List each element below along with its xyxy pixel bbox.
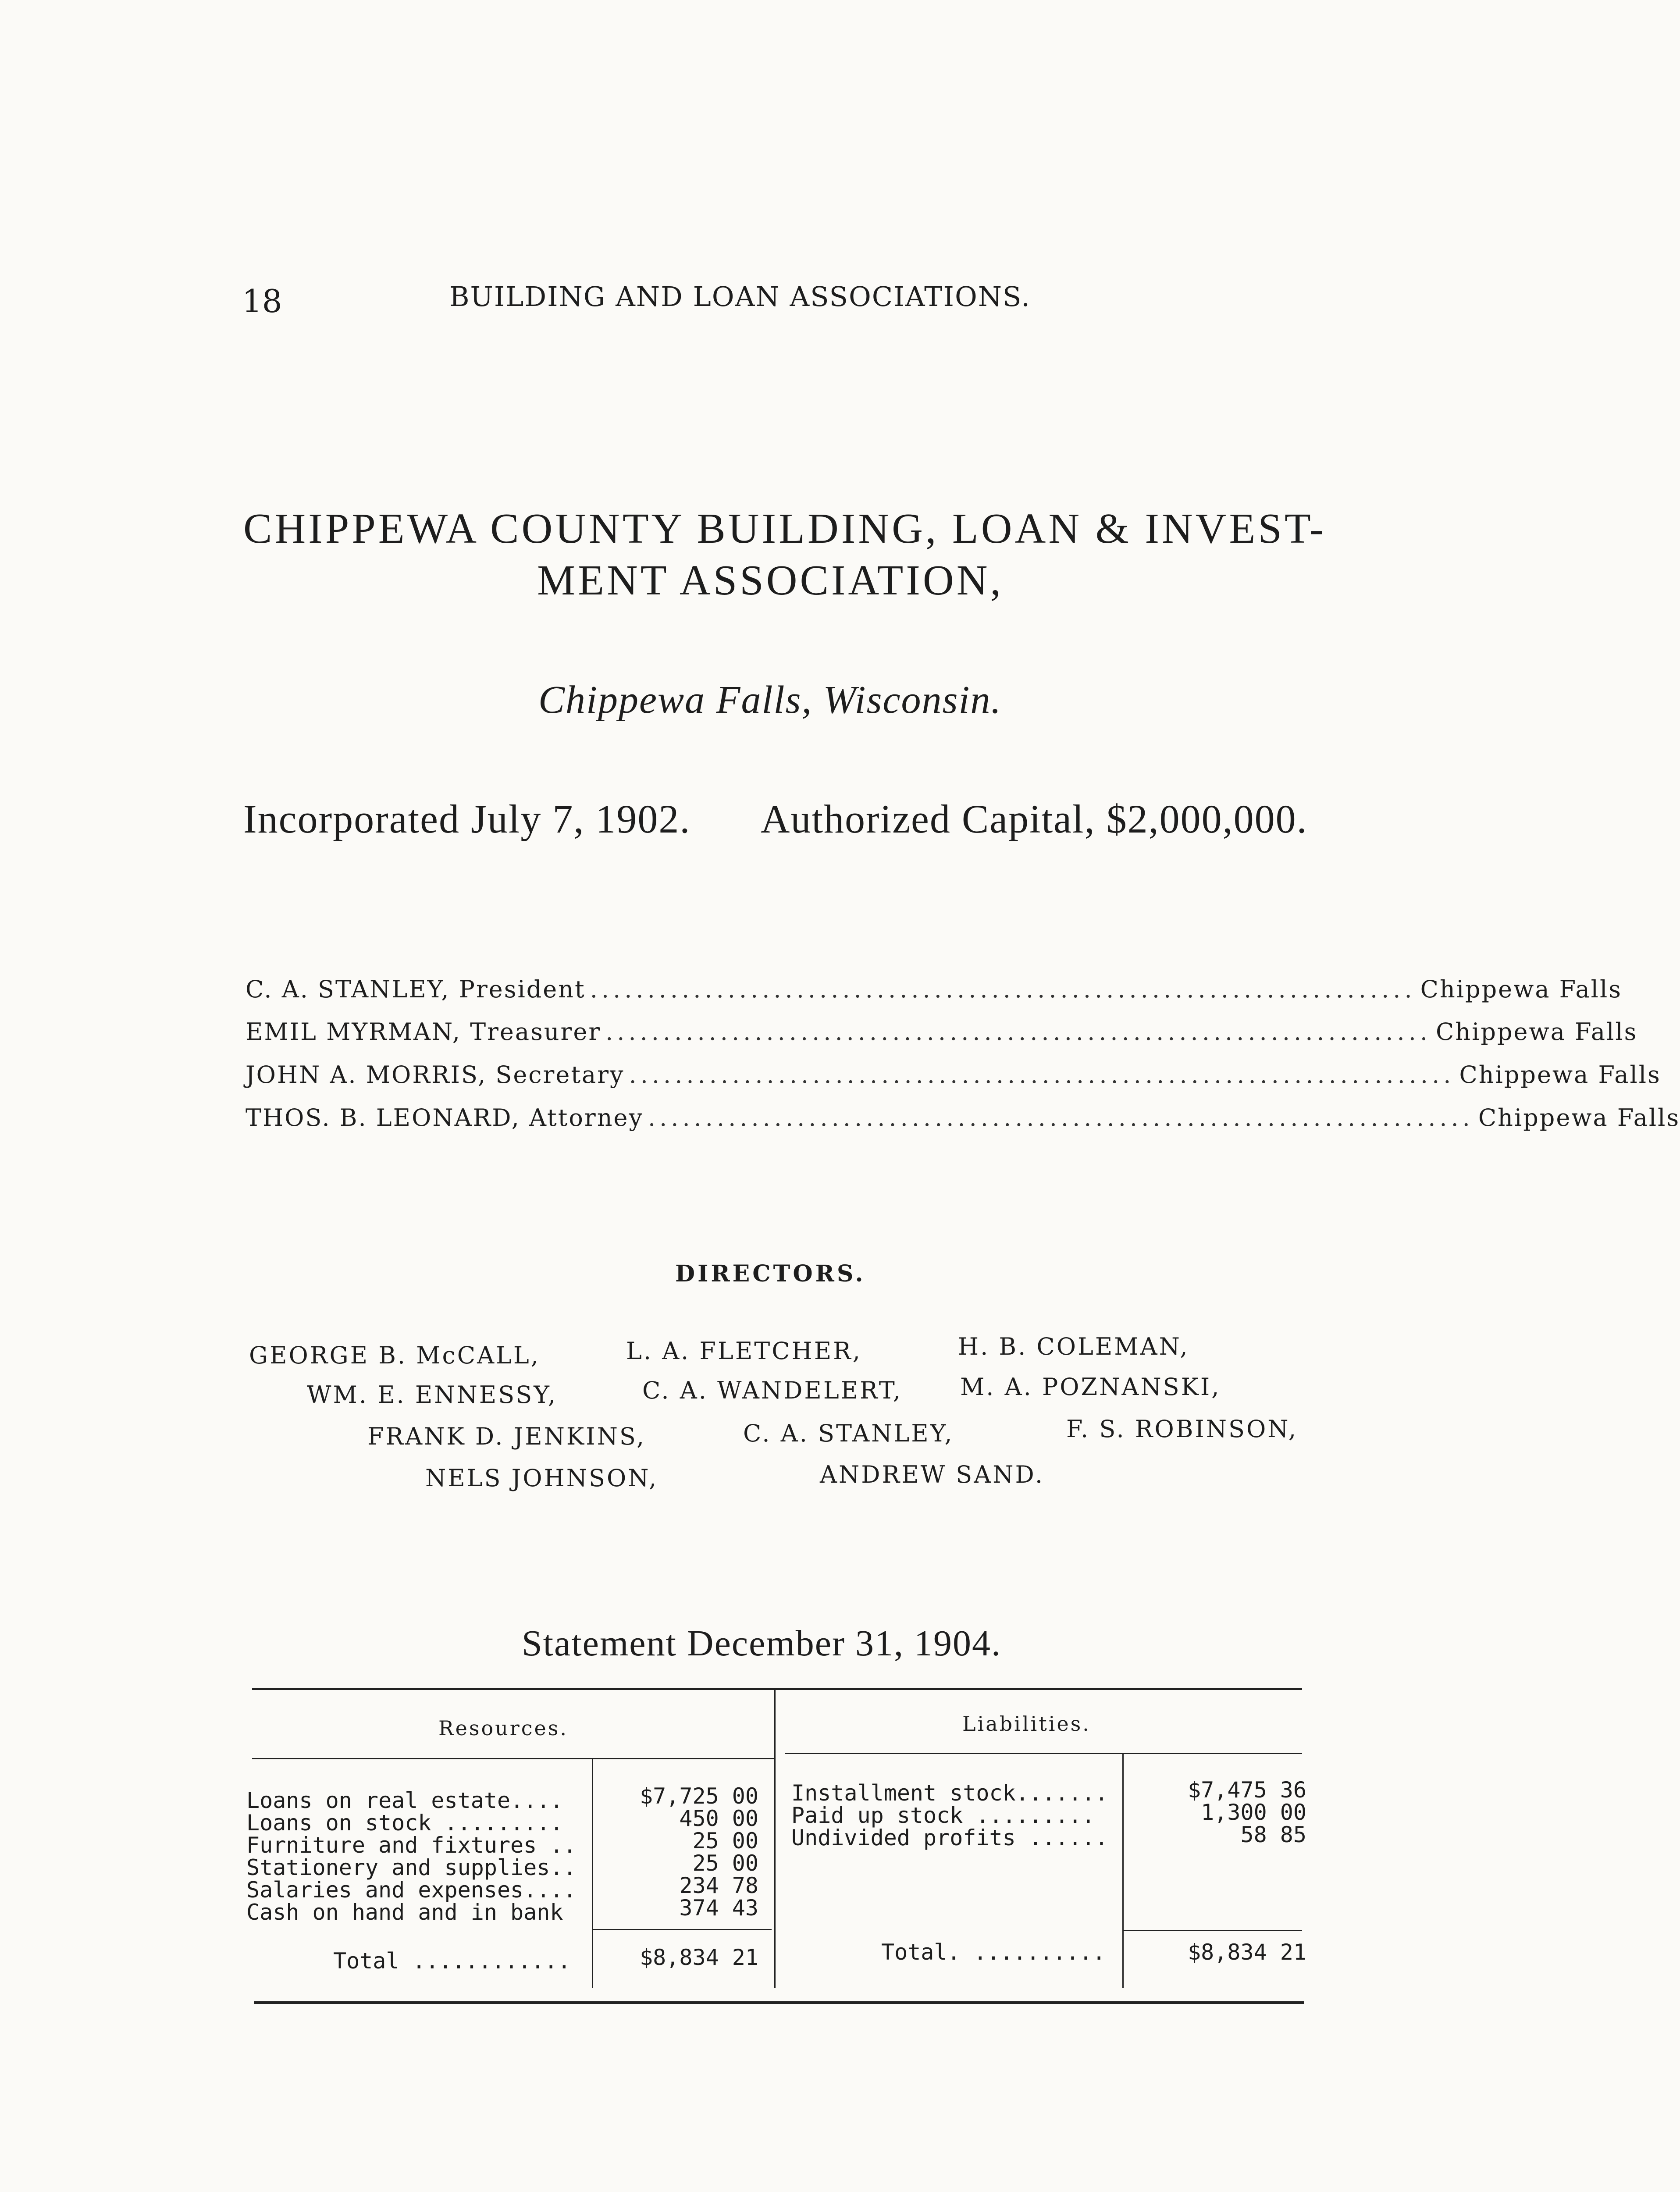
- liabilities-header: Liabilities.: [962, 1712, 1091, 1736]
- officer-name: C. A. STANLEY, President: [246, 975, 586, 1003]
- director-name: WM. E. ENNESSY,: [307, 1381, 558, 1409]
- director-name: C. A. STANLEY,: [743, 1420, 954, 1447]
- page-number: 18: [242, 283, 282, 320]
- director-name: M. A. POZNANSKI,: [960, 1373, 1221, 1401]
- resources-total-label: Total ............: [333, 1948, 571, 1974]
- liabilities-total-rule: [1122, 1930, 1302, 1931]
- resource-amount: $7,725 00: [640, 1783, 758, 1809]
- director-name: GEORGE B. McCALL,: [249, 1342, 540, 1369]
- director-name: ANDREW SAND.: [820, 1461, 1045, 1488]
- officer-city: Chippewa Falls: [1436, 1018, 1638, 1046]
- officer-name: EMIL MYRMAN, Treasurer: [246, 1018, 602, 1046]
- officer-row: [246, 1018, 1638, 1046]
- liability-amount: 58 85: [1240, 1822, 1306, 1847]
- resources-total-amount: $8,834 21: [640, 1945, 758, 1970]
- resource-amount: 25 00: [692, 1850, 758, 1876]
- leader-dots: ........................................................................: [648, 1104, 1474, 1132]
- director-name: F. S. ROBINSON,: [1066, 1415, 1298, 1443]
- directors-heading: DIRECTORS.: [675, 1260, 866, 1287]
- resources-amount-divider: [592, 1759, 593, 1988]
- incorporated-date: Incorporated July 7, 1902.: [243, 797, 691, 841]
- liabilities-total-label: Total. ..........: [881, 1939, 1106, 1965]
- statement-title: Statement December 31, 1904.: [522, 1623, 1002, 1664]
- association-title-line-1: CHIPPEWA COUNTY BUILDING, LOAN & INVEST-: [243, 505, 1327, 552]
- resource-label: Furniture and fixtures ..: [246, 1833, 577, 1858]
- director-name: FRANK D. JENKINS,: [367, 1423, 646, 1450]
- leader-dots: ........................................................................: [605, 1018, 1432, 1046]
- leader-dots: ........................................................................: [629, 1061, 1455, 1089]
- officer-row: [246, 975, 1622, 1003]
- director-name: C. A. WANDELERT,: [642, 1377, 903, 1404]
- resource-amount: 234 78: [679, 1873, 758, 1898]
- table-bottom-rule: [254, 2001, 1304, 2004]
- resource-amount: 450 00: [679, 1806, 758, 1831]
- liabilities-total-amount: $8,834 21: [1188, 1939, 1306, 1965]
- liability-label: Undivided profits ......: [791, 1825, 1108, 1850]
- officer-city: Chippewa Falls: [1420, 975, 1622, 1003]
- resource-label: Cash on hand and in bank: [246, 1900, 563, 1925]
- director-name: NELS JOHNSON,: [425, 1464, 658, 1492]
- association-title-line-2: MENT ASSOCIATION,: [537, 557, 1004, 604]
- officer-row: [246, 1104, 1680, 1132]
- officer-name: THOS. B. LEONARD, Attorney: [246, 1104, 644, 1132]
- resource-amount: 25 00: [692, 1828, 758, 1854]
- officer-name: JOHN A. MORRIS, Secretary: [246, 1061, 625, 1089]
- officer-city: Chippewa Falls: [1478, 1104, 1680, 1132]
- authorized-capital: Authorized Capital, $2,000,000.: [761, 797, 1308, 841]
- liability-label: Installment stock.......: [791, 1780, 1108, 1806]
- resources-total-rule: [592, 1929, 772, 1930]
- officer-city: Chippewa Falls: [1459, 1061, 1661, 1089]
- liabilities-header-rule: [785, 1753, 1302, 1754]
- resource-amount: 374 43: [679, 1895, 758, 1921]
- officer-row: [246, 1061, 1661, 1089]
- resources-header-rule: [252, 1758, 774, 1759]
- liability-label: Paid up stock .........: [791, 1803, 1095, 1828]
- table-top-rule: [252, 1688, 1302, 1690]
- table-center-divider: [774, 1690, 776, 1988]
- location: Chippewa Falls, Wisconsin.: [538, 678, 1002, 722]
- running-title: BUILDING AND LOAN ASSOCIATIONS.: [449, 281, 1031, 313]
- director-name: L. A. FLETCHER,: [626, 1337, 862, 1365]
- leader-dots: ........................................................................: [590, 975, 1416, 1003]
- liability-amount: 1,300 00: [1201, 1800, 1306, 1825]
- liabilities-amount-divider: [1122, 1754, 1124, 1988]
- liability-amount: $7,475 36: [1188, 1777, 1306, 1803]
- resource-label: Loans on real estate....: [246, 1788, 563, 1813]
- director-name: H. B. COLEMAN,: [958, 1333, 1189, 1360]
- resources-header: Resources.: [438, 1716, 568, 1740]
- resource-label: Salaries and expenses....: [246, 1877, 577, 1903]
- resource-label: Loans on stock .........: [246, 1810, 563, 1836]
- resource-label: Stationery and supplies..: [246, 1855, 577, 1880]
